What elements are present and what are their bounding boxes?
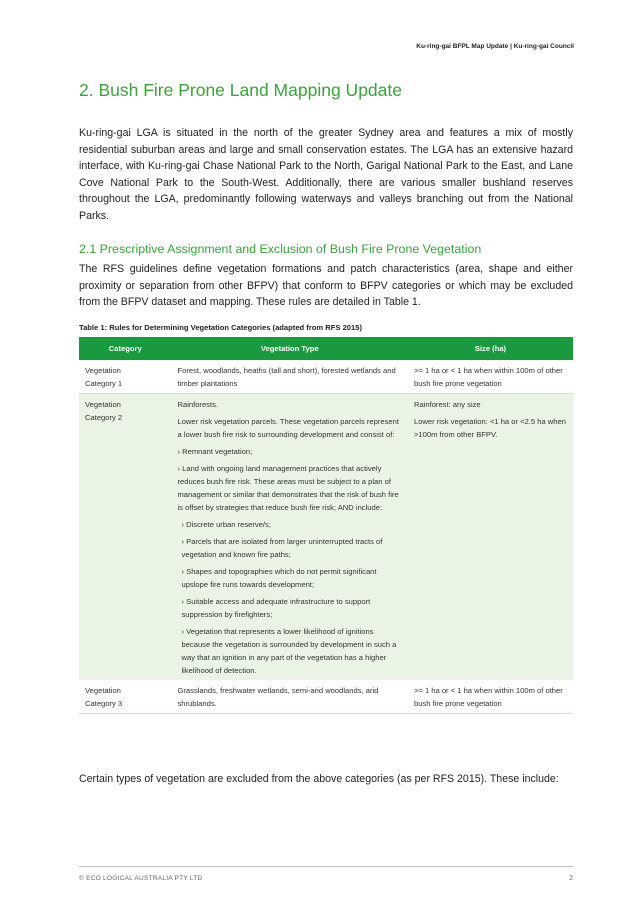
- table-row: [79, 680, 573, 714]
- section-heading: 2. Bush Fire Prone Land Mapping Update: [79, 80, 402, 100]
- table-header-row: [79, 337, 573, 360]
- category-cell: [79, 360, 171, 394]
- sub-bullet-item: › Parcels that are isolated from larger uninterrupted tracts of vegetation and known fire paths;: [181, 537, 383, 559]
- footer-copyright: © ECO LOGICAL AUSTRALIA PTY LTD: [79, 875, 203, 882]
- header-vegetation-type: Vegetation Type: [171, 337, 407, 360]
- table-row: [79, 360, 573, 394]
- sub-bullet-item: › Discrete urban reserve/s;: [181, 520, 271, 529]
- size-cell: [408, 680, 573, 714]
- category-label: Vegetation: [85, 400, 121, 409]
- size-text: Lower risk vegetation: <1 ha or <2.5 ha when >100m from other BFPV.: [413, 417, 566, 439]
- category-label: Category 3: [85, 699, 123, 708]
- running-header: Ku-ring-gai BFPL Map Update | Ku-ring-gai Council: [416, 43, 574, 50]
- vegetation-type-text: Lower risk vegetation parcels. These vegetation parcels represent a lower bush fire risk to surrounding development and consist of:: [177, 417, 399, 439]
- bullet-item: › Remnant vegetation;: [177, 447, 253, 456]
- sub-bullet-item: › Suitable access and adequate infrastructure to support suppression by firefighters;: [181, 597, 371, 619]
- intro-paragraph: Ku-ring-gai LGA is situated in the north of the greater Sydney area and features a mix of mostly residential suburban areas and large and small conservation estates. The LGA has an extensive hazard interface, with Ku-ring-gai Chase National Park to the North, Garigal National Park to the East, and Lane Cove National Park to the South-West. Additionally, there are various smaller bushland reserves throughout the LGA, predominantly following waterways and valleys branching out from the National Parks.: [79, 127, 573, 222]
- size-cell: [408, 394, 573, 681]
- size-text: >= 1 ha or < 1 ha when within 100m of other bush fire prone vegetation: [413, 686, 563, 708]
- bullet-item: › Land with ongoing land management practices that actively reduces bush fire risk. These areas must be subject to a plan of management or similar that demonstrates that the risk of bush fire is offset by strategies that reduce bush fire risk; AND include:: [177, 464, 399, 512]
- vegetation-type-text: Rainforests.: [177, 400, 219, 409]
- vegetation-type-text: Forest, woodlands, heaths (tall and short), forested wetlands and timber plantations: [177, 366, 396, 388]
- vegetation-type-cell: [171, 360, 407, 394]
- size-text: Rainforest: any size: [413, 400, 481, 409]
- table-caption: Table 1: Rules for Determining Vegetation Categories (adapted from RFS 2015): [79, 323, 362, 332]
- header-category: Category: [79, 337, 171, 360]
- category-label: Vegetation: [85, 686, 121, 695]
- page-number: 2: [569, 875, 573, 882]
- vegetation-categories-table: [79, 337, 573, 714]
- subsection-paragraph: The RFS guidelines define vegetation formations and patch characteristics (area, shape and either proximity or separation from other BFPV) that conform to BFPV categories or which may be excluded from the BFPV dataset and mapping. These rules are detailed in Table 1.: [79, 263, 573, 308]
- size-text: >= 1 ha or < 1 ha when within 100m of other bush fire prone vegetation: [413, 366, 563, 388]
- category-cell: [79, 680, 171, 714]
- table-row: [79, 394, 573, 681]
- vegetation-type-text: Grasslands, freshwater wetlands, semi-arid woodlands, arid shrublands.: [177, 686, 379, 708]
- vegetation-type-cell: [171, 394, 407, 681]
- vegetation-type-cell: [171, 680, 407, 714]
- category-label: Category 2: [85, 413, 123, 422]
- sub-bullet-item: › Shapes and topographies which do not permit significant upslope fire runs towards development;: [181, 567, 377, 589]
- footer-divider: [79, 866, 573, 867]
- header-size: Size (ha): [408, 337, 573, 360]
- category-cell: [79, 394, 171, 681]
- subsection-heading: 2.1 Prescriptive Assignment and Exclusion of Bush Fire Prone Vegetation: [79, 242, 482, 256]
- closing-paragraph: Certain types of vegetation are excluded from the above categories (as per RFS 2015). These include:: [79, 773, 559, 785]
- category-label: Category 1: [85, 379, 123, 388]
- category-label: Vegetation: [85, 366, 121, 375]
- sub-bullet-item: › Vegetation that represents a lower likelihood of ignitions because the vegetation is surrounded by development in such a way that an ignition in any part of the vegetation has a higher likelihood of detection.: [181, 627, 397, 675]
- size-cell: [408, 360, 573, 394]
